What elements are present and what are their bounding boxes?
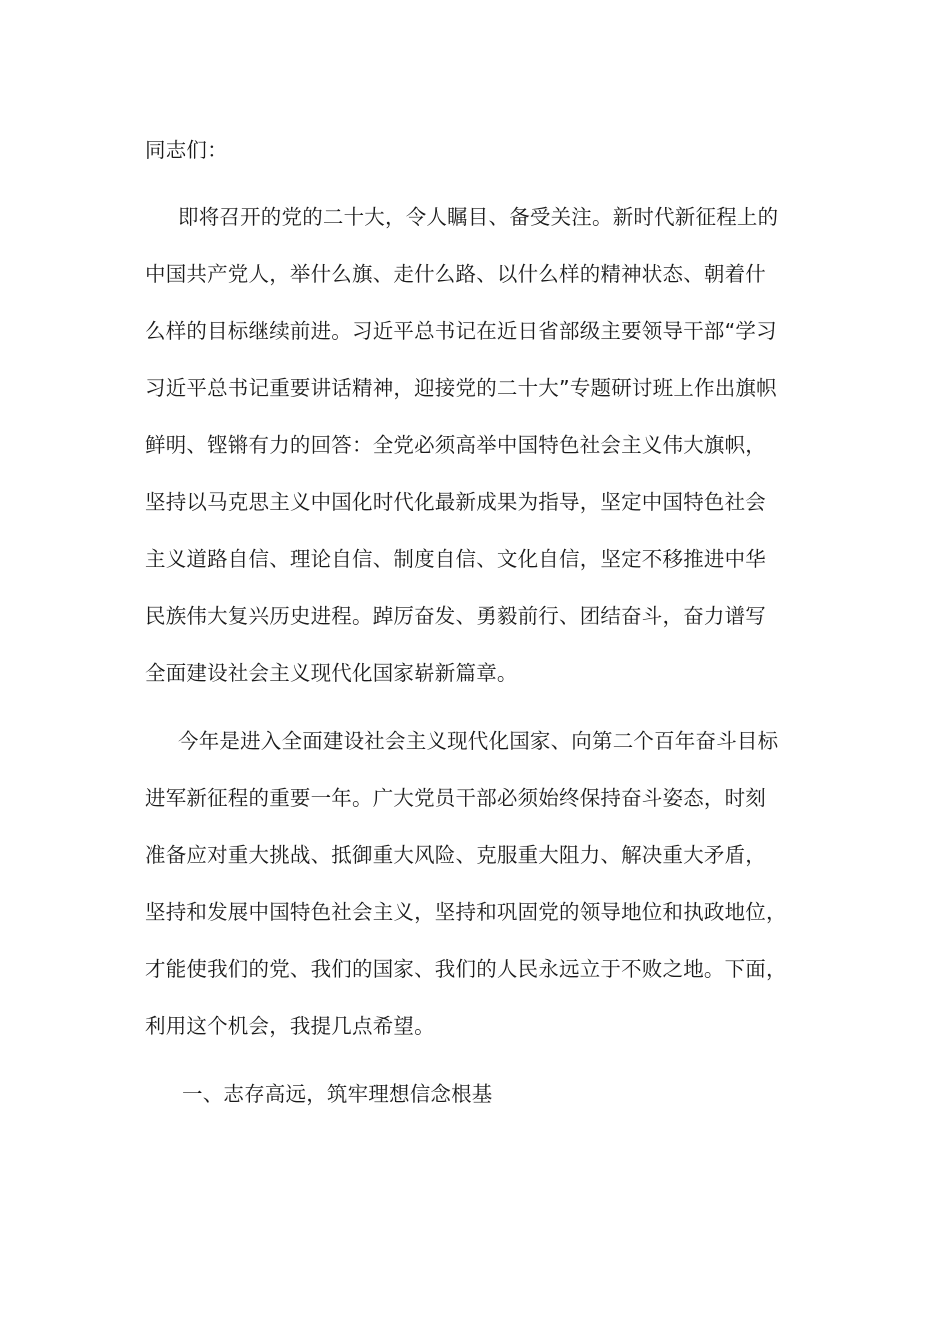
paragraph-line: 才能使我们的党、我们的国家、我们的人民永远立于不败之地。下面， (145, 957, 787, 981)
paragraph-line: 民族伟大复兴历史进程。踔厉奋发、勇毅前行、团结奋斗，奋力谱写 (145, 604, 766, 628)
paragraph-line: 全面建设社会主义现代化国家崭新篇章。 (145, 661, 518, 685)
section-heading: 一、志存高远，筑牢理想信念根基 (182, 1082, 493, 1106)
paragraph-line: 坚持以马克思主义中国化时代化最新成果为指导，坚定中国特色社会 (145, 490, 766, 514)
paragraph-line: 今年是进入全面建设社会主义现代化国家、向第二个百年奋斗目标 (178, 729, 779, 753)
paragraph-line: 习近平总书记重要讲话精神，迎接党的二十大”专题研讨班上作出旗帜 (145, 376, 777, 400)
paragraph-line: 鲜明、铿锵有力的回答：全党必须高举中国特色社会主义伟大旗帜， (145, 433, 766, 457)
salutation: 同志们： (145, 138, 228, 162)
paragraph-line: 中国共产党人，举什么旗、走什么路、以什么样的精神状态、朝着什 (145, 262, 766, 286)
paragraph-line: 么样的目标继续前进。习近平总书记在近日省部级主要领导干部“学习 (145, 319, 777, 343)
paragraph-line: 主义道路自信、理论自信、制度自信、文化自信，坚定不移推进中华 (145, 547, 766, 571)
paragraph-line: 进军新征程的重要一年。广大党员干部必须始终保持奋斗姿态，时刻 (145, 786, 766, 810)
paragraph-line: 利用这个机会，我提几点希望。 (145, 1014, 435, 1038)
paragraph-line: 准备应对重大挑战、抵御重大风险、克服重大阻力、解决重大矛盾， (145, 843, 766, 867)
paragraph-line: 坚持和发展中国特色社会主义，坚持和巩固党的领导地位和执政地位， (145, 900, 787, 924)
paragraph-line: 即将召开的党的二十大，令人瞩目、备受关注。新时代新征程上的 (178, 205, 779, 229)
